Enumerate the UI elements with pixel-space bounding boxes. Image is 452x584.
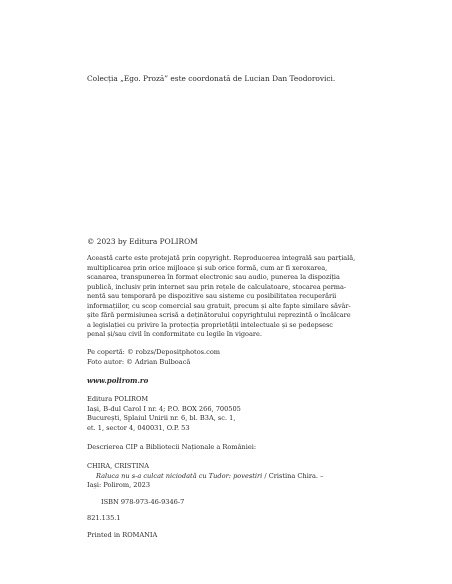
publisher-info xyxy=(87,395,372,433)
legal-line: penal și/sau civil în conformitate cu legile în vigoare. xyxy=(87,330,262,339)
printed-in: Printed in ROMANIA xyxy=(87,530,158,539)
legal-line: nentă sau temporară pe dispozitive sau sisteme cu posibilitatea recuperării xyxy=(87,292,337,301)
legal-line: informațiilor, cu scop comercial sau gratuit, precum și alte fapte similare săvâr- xyxy=(87,301,351,310)
legal-line: publică, inclusiv prin internet sau prin rețele de calculatoare, stocarea perma- xyxy=(87,282,347,291)
cip-author: CHIRA, CRISTINA xyxy=(87,462,149,470)
cip-classification: 821.135.1 xyxy=(87,514,121,523)
legal-line: scanarea, transpunerea în format electronic sau audio, punerea la dispoziția xyxy=(87,273,340,282)
publisher-address-line: Iași, B-dul Carol I nr. 4; P.O. BOX 266, 700505 xyxy=(87,404,241,413)
series-note: Colecția „Ego. Proză” este coordonată de Lucian Dan Teodorovici. xyxy=(87,74,336,83)
copyright-line: © 2023 by Editura POLIROM xyxy=(87,237,198,246)
image-credits xyxy=(87,348,372,367)
publisher-website: www.polirom.ro xyxy=(87,376,149,385)
author-photo-credit: Foto autor: © Adrian Bulboacă xyxy=(87,357,191,366)
cover-credit: Pe copertă: © robzs/Depositphotos.com xyxy=(87,348,221,356)
legal-line: a legislației cu privire la protecția proprietății intelectuale și se pedepsesc xyxy=(87,320,333,329)
publisher-address-line: București, Splaiul Unirii nr. 6, bl. B3A, sc. 1, xyxy=(87,414,236,423)
cip-record xyxy=(87,462,372,541)
legal-line: multiplicarea prin orice mijloace și sub orice formă, cum ar fi xeroxarea, xyxy=(87,263,328,272)
cip-title-responsibility: / Cristina Chira. – xyxy=(262,471,324,480)
cip-isbn: ISBN 978-973-46-9346-7 xyxy=(101,497,185,506)
legal-line: Această carte este protejată prin copyright. Reproducerea integrală sau parțială, xyxy=(87,254,356,262)
copyright-page xyxy=(87,0,372,584)
cip-title-line xyxy=(87,472,372,482)
cip-title: Raluca nu s-a culcat niciodată cu Tudor: povestiri xyxy=(96,471,263,480)
cip-imprint: Iași: Polirom, 2023 xyxy=(87,481,151,490)
cip-header: Descrierea CIP a Bibliotecii Naționale a României: xyxy=(87,443,257,451)
legal-notice xyxy=(87,254,372,340)
legal-line: șite fără permisiunea scrisă a deținătorului copyrightului reprezintă o încălcare xyxy=(87,311,351,320)
publisher-address-line: et. 1, sector 4, 040031, O.P. 53 xyxy=(87,423,190,432)
publisher-name: Editura POLIROM xyxy=(87,395,149,403)
